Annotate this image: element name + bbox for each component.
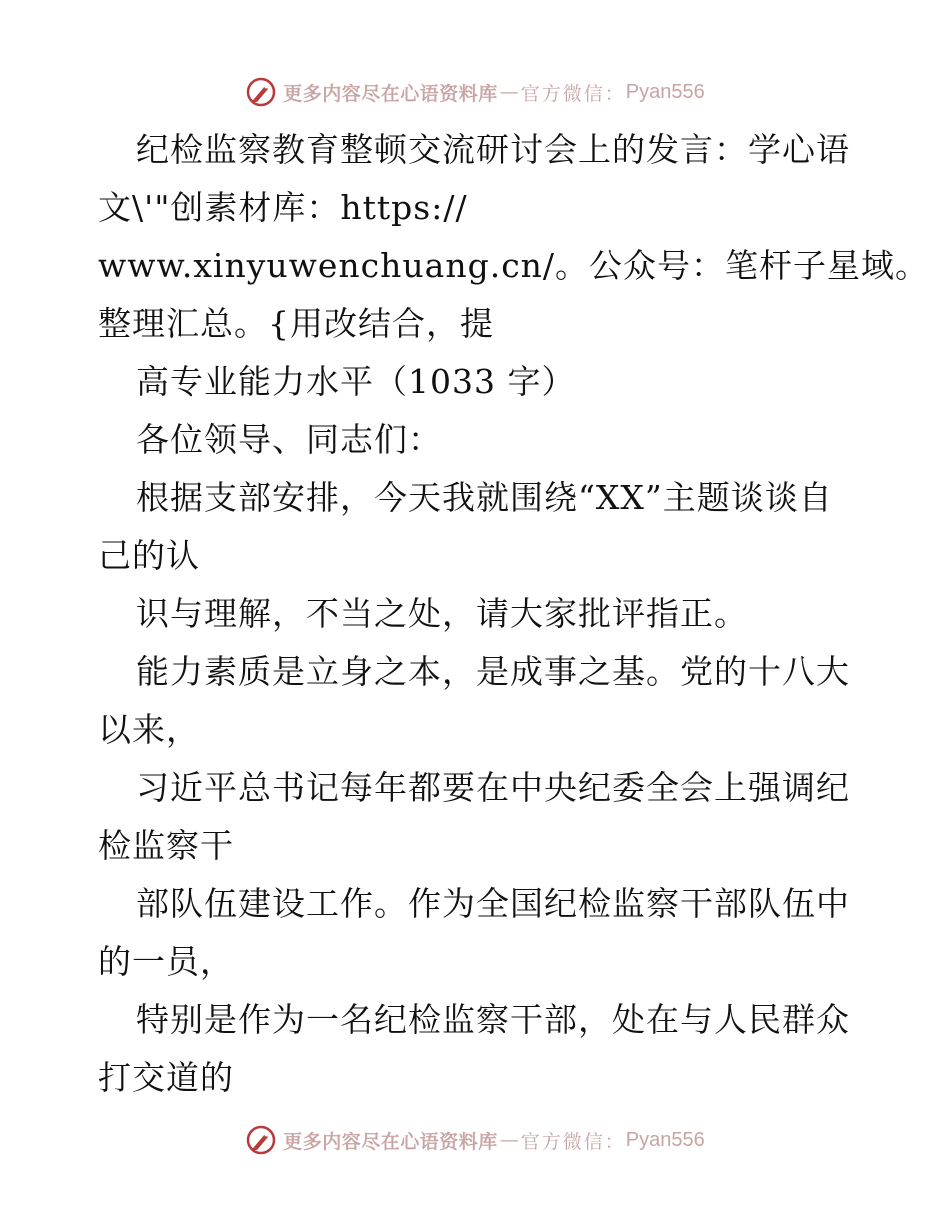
body-line: 根据支部安排，今天我就围绕“XX”主题谈谈自 bbox=[136, 478, 833, 517]
footer-wechat-label: 官方微信： bbox=[520, 1130, 626, 1153]
footer-wechat-id: Pyan556 bbox=[625, 1128, 705, 1151]
body-line: 的一员， bbox=[98, 942, 234, 981]
pen-logo-icon bbox=[245, 76, 277, 108]
footer-banner bbox=[0, 1120, 950, 1160]
body-line: 己的认 bbox=[98, 536, 200, 575]
body-line: 高专业能力水平（1033 字） bbox=[136, 362, 576, 401]
document-body bbox=[98, 121, 930, 1107]
header-separator: — bbox=[499, 81, 519, 103]
body-line: 整理汇总。{用改结合，提 bbox=[98, 304, 494, 343]
header-wechat-label: 官方微信： bbox=[520, 82, 626, 105]
body-line: 纪检监察教育整顿交流研讨会上的发言：学心语 bbox=[136, 130, 850, 169]
body-line: www.xinyuwenchuang.cn/。公众号：笔杆子星域。 bbox=[98, 246, 930, 285]
body-line: 检监察干 bbox=[98, 826, 234, 865]
body-line: 识与理解，不当之处，请大家批评指正。 bbox=[136, 594, 748, 633]
body-line: 以来， bbox=[98, 710, 200, 749]
header-promo-text: 更多内容尽在心语资料库 bbox=[283, 82, 498, 105]
body-line: 特别是作为一名纪检监察干部，处在与人民群众 bbox=[136, 1000, 850, 1039]
footer-separator: — bbox=[499, 1129, 519, 1151]
footer-promo-text: 更多内容尽在心语资料库 bbox=[283, 1130, 498, 1153]
body-line: 各位领导、同志们： bbox=[136, 420, 442, 459]
body-line: 习近平总书记每年都要在中央纪委全会上强调纪 bbox=[136, 768, 850, 807]
body-line: 部队伍建设工作。作为全国纪检监察干部队伍中 bbox=[136, 884, 850, 923]
body-line: 打交道的 bbox=[98, 1058, 234, 1097]
header-banner bbox=[0, 72, 950, 112]
pen-logo-icon bbox=[245, 1124, 277, 1156]
body-line: 能力素质是立身之本，是成事之基。党的十八大 bbox=[136, 652, 850, 691]
header-wechat-id: Pyan556 bbox=[625, 80, 705, 103]
body-line: 文\'"创素材库：https:// bbox=[98, 188, 468, 227]
